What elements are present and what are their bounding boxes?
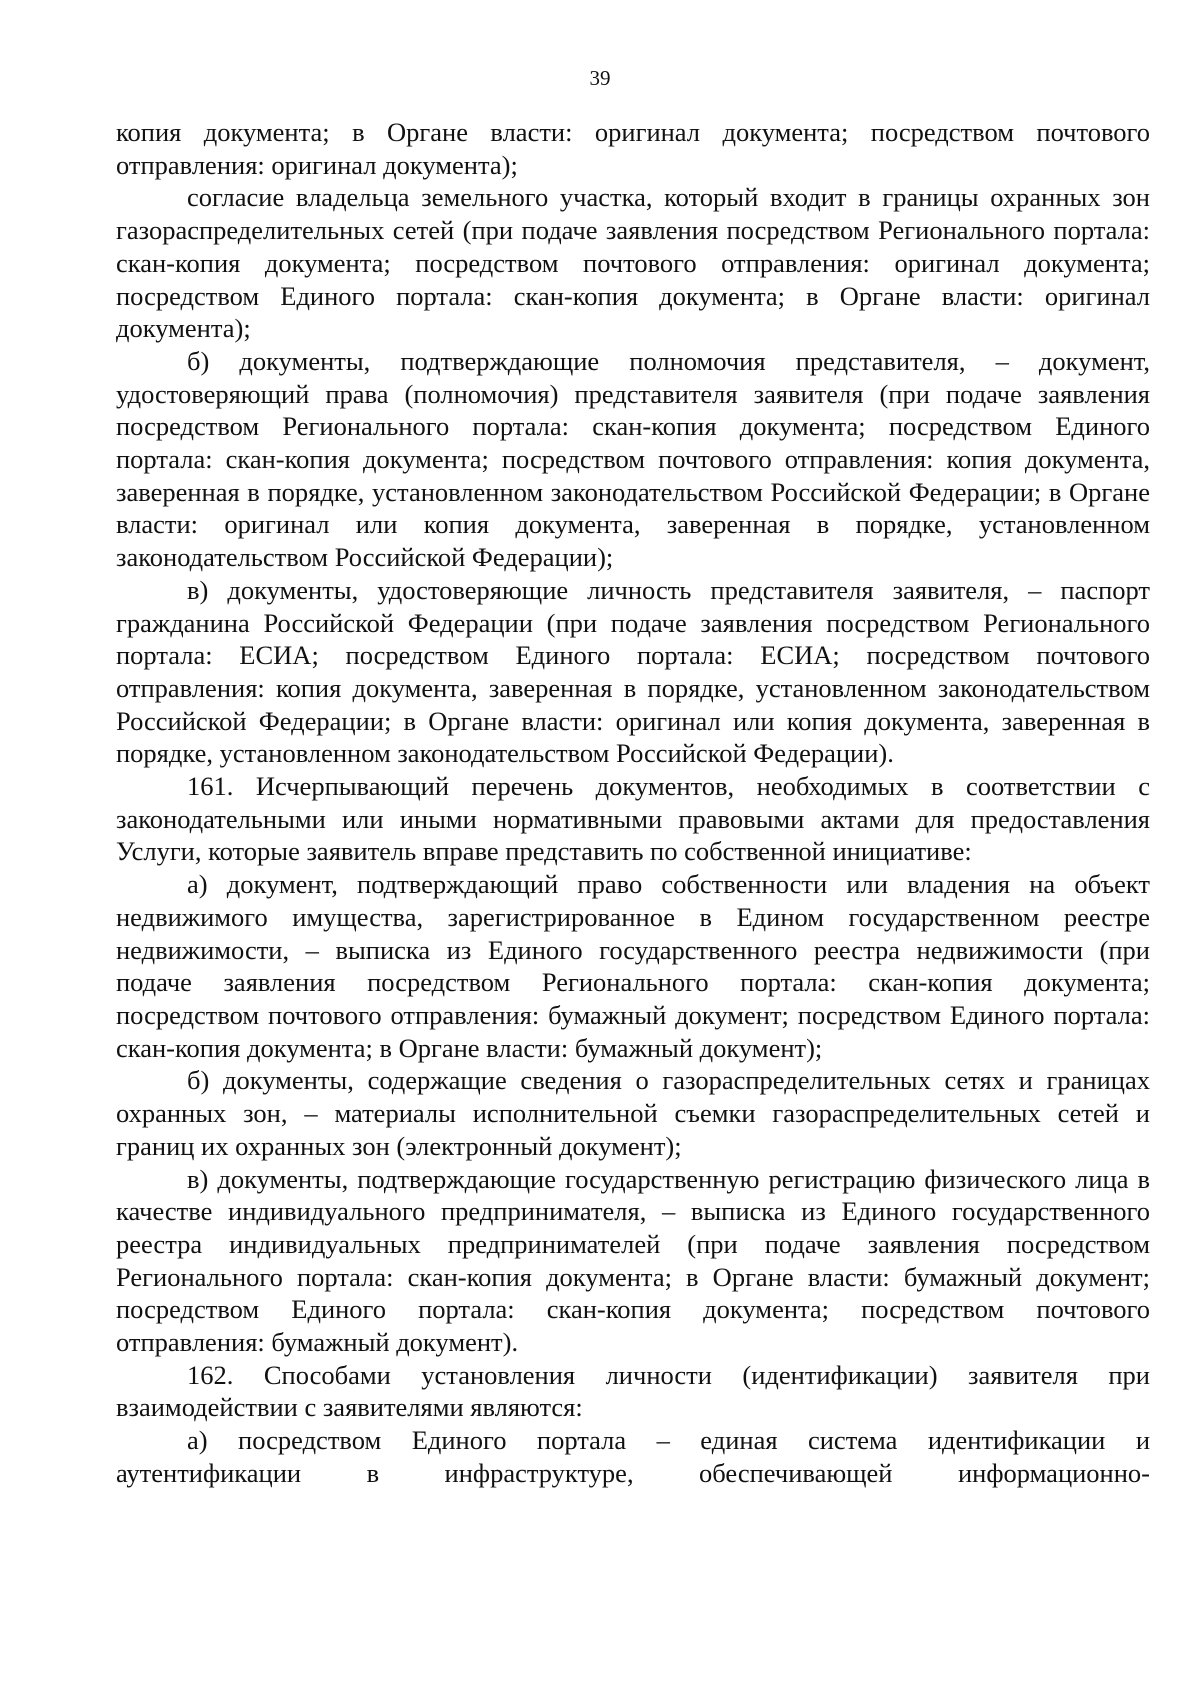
paragraph-ownership-document: а) документ, подтверждающий право собственности или владения на объект недвижимого имущества, зарегистрированное в Едином государственном реестре недвижимости, – выписка из Единого государственного реестра недвижимости (при подаче заявления посредством Регионального портала: скан-копия документа; посредством почтового отправления: бумажный документ; посредством Единого портала: скан-копия документа; в Органе власти: бумажный документ); xyxy=(116,869,1150,1063)
paragraph-representative-identity: в) документы, удостоверяющие личность представителя заявителя, – паспорт гражданина Российской Федерации (при подаче заявления посредством Регионального портала: ЕСИА; посредством Единого портала: ЕСИА; посредством почтового отправления: копия документа, заверенная в порядке, установленном законодательством Российской Федерации; в Органе власти: оригинал или копия документа, заверенная в порядке, установленном законодательством Российской Федерации). xyxy=(116,574,1150,769)
page-number: 39 xyxy=(589,66,611,90)
paragraph-representative-authority: б) документы, подтверждающие полномочия представителя, – документ, удостоверяющий права (полномочия) представителя заявителя (при подаче заявления посредством Регионального портала: скан-копия документа; посредством Единого портала: скан-копия документа; посредством почтового отправления: копия документа, заверенная в порядке, установленном законодательством Российской Федерации; в Органе власти: оригинал или копия документа, заверенная в порядке, установленном законодательством Российской Федерации); xyxy=(116,345,1150,573)
paragraph-landowner-consent: согласие владельца земельного участка, который входит в границы охранных зон газораспределительных сетей (при подаче заявления посредством Регионального портала: скан-копия документа; посредством почтового отправления: оригинал документа; посредством Единого портала: скан-копия документа; в Органе власти: оригинал документа); xyxy=(116,182,1150,344)
paragraph-item-161: 161. Исчерпывающий перечень документов, необходимых в соответствии с законодательными или иными нормативными правовыми актами для предоставления Услуги, которые заявитель вправе представить по собственной инициативе: xyxy=(116,771,1150,867)
paragraph-item-162: 162. Способами установления личности (идентификации) заявителя при взаимодействии с заявителями являются: xyxy=(116,1359,1150,1423)
paragraph-unified-portal-identification: а) посредством Единого портала – единая система идентификации и аутентификации в инфраструктуре, обеспечивающей информационно- xyxy=(116,1425,1150,1488)
paragraph-entrepreneur-registration: в) документы, подтверждающие государственную регистрацию физического лица в качестве индивидуального предпринимателя, – выписка из Единого государственного реестра индивидуальных предпринимателей (при подаче заявления посредством Регионального портала: скан-копия документа; в Органе власти: бумажный документ; посредством Единого портала: скан-копия документа; посредством почтового отправления: бумажный документ). xyxy=(116,1163,1150,1358)
paragraph-continuation: копия документа; в Органе власти: оригинал документа; посредством почтового отправления: оригинал документа); xyxy=(116,117,1150,180)
paragraph-gas-network-documents: б) документы, содержащие сведения о газораспределительных сетях и границах охранных зон, – материалы исполнительной съемки газораспределительных сетей и границ их охранных зон (электронный документ); xyxy=(116,1065,1150,1161)
document-body xyxy=(116,116,1150,1490)
